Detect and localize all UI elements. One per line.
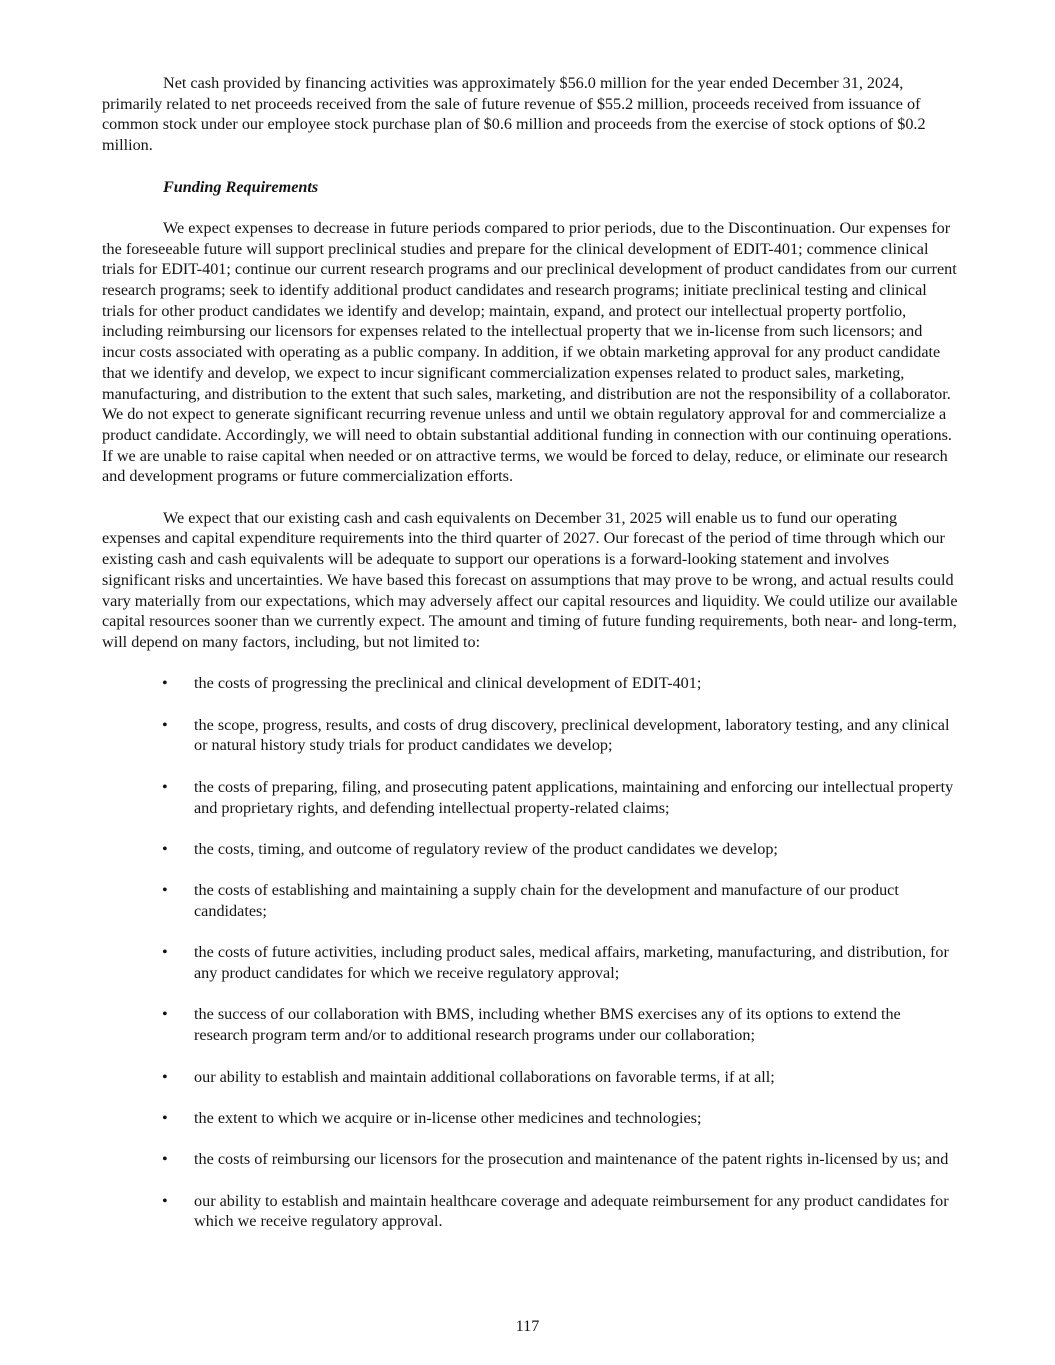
bullet-icon: • <box>162 777 168 796</box>
funding-requirements-heading: Funding Requirements <box>163 177 319 196</box>
list-item <box>102 942 958 983</box>
bullet-icon: • <box>162 1067 168 1086</box>
list-item-text: the costs, timing, and outcome of regulatory review of the product candidates we develop; <box>194 839 778 858</box>
bullet-icon: • <box>162 674 168 693</box>
list-item-text: the costs of progressing the preclinical and clinical development of EDIT-401; <box>194 674 702 693</box>
list-item <box>102 673 958 694</box>
bullet-icon: • <box>162 1005 168 1024</box>
bullet-icon: • <box>162 1150 168 1169</box>
list-item <box>102 880 958 921</box>
list-item <box>102 839 958 860</box>
bullet-icon: • <box>162 715 168 734</box>
cash-forecast-paragraph: We expect that our existing cash and cash equivalents on December 31, 2025 will enable us to fund our operating expenses and capital expenditure requirements into the third quarter of 2027. Our forecast of the period of time through which our existing cash and cash equivalents will be adequate to support our operations is a forward-looking statement and involves significant risks and uncertainties. We have based this forecast on assumptions that may prove to be wrong, and actual results could vary materially from our expectations, which may adversely affect our capital resources and liquidity. We could utilize our available capital resources sooner than we currently expect. The amount and timing of future funding requirements, both near- and long-term, will depend on many factors, including, but not limited to: <box>102 508 958 651</box>
list-item-text: the costs of reimbursing our licensors for the prosecution and maintenance of the patent rights in-licensed by us; and <box>194 1150 949 1169</box>
list-item-text: the scope, progress, results, and costs of drug discovery, preclinical development, laboratory testing, and any clinical or natural history study trials for product candidates we develop; <box>194 715 950 755</box>
list-item-text: the costs of preparing, filing, and prosecuting patent applications, maintaining and enforcing our intellectual property and proprietary rights, and defending intellectual property-related claims; <box>194 777 954 817</box>
bullet-icon: • <box>162 839 168 858</box>
list-item <box>102 777 958 818</box>
list-item <box>102 715 958 756</box>
list-item <box>102 1149 958 1170</box>
list-item-text: our ability to establish and maintain healthcare coverage and adequate reimbursement for any product candidates for which we receive regulatory approval. <box>194 1191 949 1231</box>
list-item <box>102 1108 958 1129</box>
list-item-text: the extent to which we acquire or in-license other medicines and technologies; <box>194 1108 702 1127</box>
list-item-text: the costs of future activities, including product sales, medical affairs, marketing, manufacturing, and distribution, for any product candidates for which we receive regulatory approval; <box>194 943 949 983</box>
financing-activities-paragraph: Net cash provided by financing activities was approximately $56.0 million for the year ended December 31, 2024, primarily related to net proceeds received from the sale of future revenue of $55.2 million, proceeds received from issuance of common stock under our employee stock purchase plan of $0.6 million and proceeds from the exercise of stock options of $0.2 million. <box>102 74 926 155</box>
list-item <box>102 1004 958 1045</box>
expenses-paragraph: We expect expenses to decrease in future periods compared to prior periods, due to the Discontinuation. Our expenses for the foreseeable future will support preclinical studies and prepare for the clinical development of EDIT-401; commence clinical trials for EDIT-401; continue our current research programs and our preclinical development of product candidates from our current research programs; seek to identify additional product candidates and research programs; initiate preclinical testing and clinical trials for other product candidates we identify and develop; maintain, expand, and protect our intellectual property portfolio, including reimbursing our licensors for expenses related to the intellectual property that we in-license from such licensors; and incur costs associated with operating as a public company. In addition, if we obtain marketing approval for any product candidate that we identify and develop, we expect to incur significant commercialization expenses related to product sales, marketing, manufacturing, and distribution to the extent that such sales, marketing, and distribution are not the responsibility of a collaborator. We do not expect to generate significant recurring revenue unless and until we obtain regulatory approval for and commercialize a product candidate. Accordingly, we will need to obtain substantial additional funding in connection with our continuing operations. If we are unable to raise capital when needed or on attractive terms, we would be forced to delay, reduce, or eliminate our research and development programs or future commercialization efforts. <box>102 218 957 486</box>
list-item <box>102 1067 958 1088</box>
bullet-icon: • <box>162 1108 168 1127</box>
list-item-text: the costs of establishing and maintaining a supply chain for the development and manufacture of our product candidates; <box>194 881 899 920</box>
bullet-icon: • <box>162 1191 168 1210</box>
page-number: 117 <box>515 1317 540 1335</box>
document-page <box>102 73 958 1253</box>
funding-factors-list <box>102 673 958 1232</box>
bullet-icon: • <box>162 943 168 962</box>
bullet-icon: • <box>162 881 168 900</box>
list-item-text: the success of our collaboration with BMS, including whether BMS exercises any of its options to extend the research program term and/or to additional research programs under our collaboration; <box>194 1005 901 1045</box>
list-item-text: our ability to establish and maintain additional collaborations on favorable terms, if at all; <box>194 1067 775 1086</box>
list-item <box>102 1191 958 1232</box>
